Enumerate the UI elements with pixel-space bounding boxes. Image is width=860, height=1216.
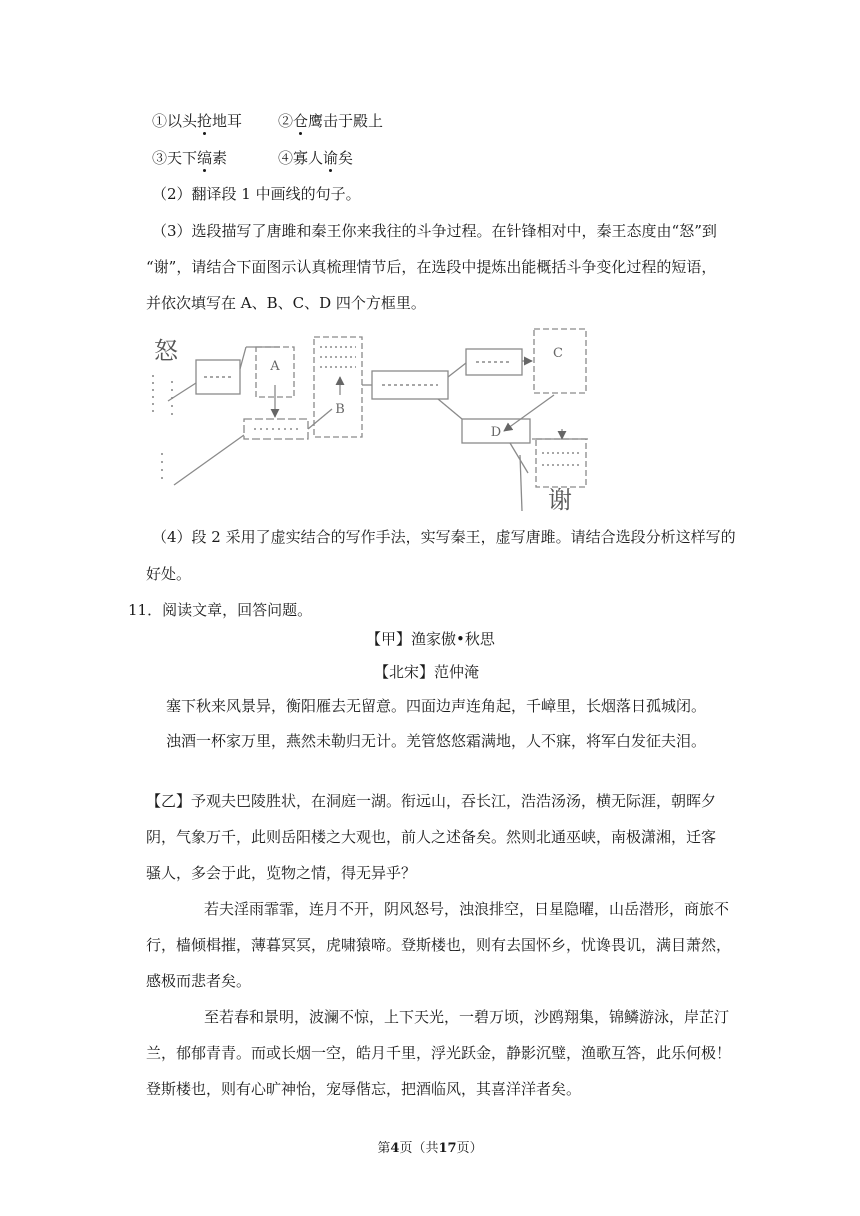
diagram-box-c-label: C <box>553 346 563 361</box>
diagram-box-a-label: A <box>270 359 280 374</box>
page-number: 4 <box>390 1141 400 1156</box>
diagram-faint-vertical-text-left <box>153 375 172 485</box>
option-number: ① <box>152 112 168 130</box>
diagram-box-bottom-left <box>244 419 308 439</box>
question-11: 11．阅读文章，回答问题。 <box>128 601 313 619</box>
prose-p2-line-2: 行，樯倾楫摧，薄暮冥冥，虎啸猿啼。登斯楼也，则有去国怀乡，忧谗畏讥，满目萧然， <box>146 936 732 954</box>
option-number: ③ <box>152 149 168 167</box>
option-number: ② <box>278 112 294 130</box>
dotted-char: 抢 <box>197 112 213 130</box>
option-3: ③天下缟素 <box>152 149 228 167</box>
poem-title: 【甲】渔家傲•秋思 <box>366 630 495 648</box>
prose-p2-line-1: 若夫淫雨霏霏，连月不开，阴风怒号，浊浪排空，日星隐曜，山岳潜形，商旅不 <box>204 900 730 918</box>
option-4: ④寡人谕矣 <box>278 149 354 167</box>
poem-line-2: 浊酒一杯家万里，燕然未勒归无计。羌管悠悠霜满地，人不寐，将军白发征夫泪。 <box>166 732 707 750</box>
dotted-char: 仓 <box>293 112 309 130</box>
diagram-box-right-bottom-faint-text <box>542 453 580 465</box>
prose-p1-line-1: 【乙】予观夫巴陵胜状，在洞庭一湖。衔远山，吞长江，浩浩汤汤，横无际涯，朝晖夕 <box>146 792 717 810</box>
question-3-line-2: “谢”，请结合下面图示认真梳理情节后，在选段中提炼出能概括斗争变化过程的短语， <box>146 258 717 276</box>
prose-p1-line-2: 阴，气象万千，此则岳阳楼之大观也，前人之述备矣。然则北通巫峡，南极潇湘，迁客 <box>146 828 717 846</box>
diagram-box-d-label: D <box>490 425 502 440</box>
option-2: ②仓鹰击于殿上 <box>278 112 384 130</box>
prose-p1-line-3: 骚人，多会于此，览物之情，得无异乎？ <box>146 864 417 882</box>
prose-p3-line-3: 登斯楼也，则有心旷神怡，宠辱偕忘，把酒临风，其喜洋洋者矣。 <box>146 1080 582 1098</box>
option-1: ①以头抢地耳 <box>152 112 243 130</box>
prose-p3-line-2: 兰，郁郁青青。而或长烟一空，皓月千里，浮光跃金，静影沉璧，渔歌互答，此乐何极！ <box>146 1044 732 1062</box>
option-number: ④ <box>278 149 294 167</box>
diagram-box-right-bottom <box>536 439 586 487</box>
diagram-box-b-label: B <box>335 402 345 417</box>
prose-p3-line-1: 至若春和景明，波澜不惊，上下天光，一碧万顷，沙鸥翔集，锦鳞游泳，岸芷汀 <box>204 1008 730 1026</box>
plot-diagram <box>148 325 590 515</box>
question-3-line-3: 并依次填写在 A、B、C、D 四个方框里。 <box>146 294 426 312</box>
dotted-char: 谕 <box>323 149 339 167</box>
question-4-line-1: （4）段 2 采用了虚实结合的写作手法，实写秦王，虚写唐雎。请结合选段分析这样写的 <box>152 528 736 546</box>
diagram-end-label: 谢 <box>548 486 572 514</box>
page-footer: 第4页（共17页） <box>377 1141 483 1156</box>
question-3-line-1: （3）选段描写了唐雎和秦王你来我往的斗争过程。在针锋相对中，秦王态度由“怒”到 <box>152 222 717 240</box>
poem-line-1: 塞下秋来风景异，衡阳雁去无留意。四面边声连角起，千嶂里，长烟落日孤城闭。 <box>166 697 707 715</box>
question-4-line-2: 好处。 <box>146 565 192 583</box>
diagram-box-b <box>314 337 362 437</box>
page-total: 17 <box>438 1141 457 1156</box>
dotted-char: 缟 <box>197 149 213 167</box>
poem-author: 【北宋】范仲淹 <box>374 663 480 681</box>
question-2: （2）翻译段 1 中画线的句子。 <box>152 185 361 203</box>
diagram-box-b-faint-text <box>320 347 356 367</box>
diagram-box-c <box>534 329 586 393</box>
diagram-start-label: 怒 <box>154 337 178 365</box>
prose-p2-line-3: 感极而悲者矣。 <box>146 972 252 990</box>
